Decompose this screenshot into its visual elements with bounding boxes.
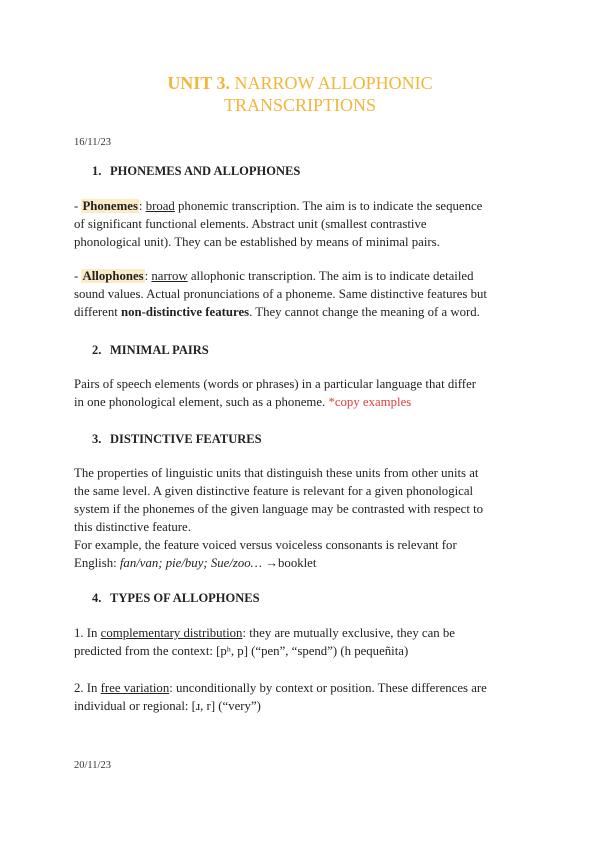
paragraph-line: individual or regional: [ɹ, r] (“very”)	[74, 699, 261, 713]
paragraph-line	[74, 197, 534, 215]
date-stamp: 16/11/23	[74, 137, 111, 148]
distinctive-features-paragraph	[74, 464, 534, 572]
free-variation-item	[74, 679, 534, 715]
paragraph-line	[74, 554, 534, 572]
section-number: 3.	[92, 432, 102, 446]
booklet-ref: →booklet	[262, 556, 317, 570]
section-title: MINIMAL PAIRS	[110, 343, 209, 357]
line-text: allophonic transcription. The aim is to indicate detailed	[187, 269, 474, 283]
line-text: 2. In	[74, 681, 101, 695]
line-text: : unconditionally by context or position. These differences are	[169, 681, 487, 695]
section-number: 4.	[92, 591, 102, 605]
paragraph-line: sound values. Actual pronunciations of a phoneme. Same distinctive features but	[74, 287, 487, 301]
paragraph-line	[74, 679, 534, 697]
section-title: TYPES OF ALLOPHONES	[110, 591, 260, 605]
title-text: NARROW ALLOPHONIC	[230, 73, 433, 93]
paragraph-line	[74, 303, 534, 321]
section-heading-1	[92, 164, 300, 179]
paragraph-line: this distinctive feature.	[74, 520, 191, 534]
title-line-2: TRANSCRIPTIONS	[223, 95, 377, 115]
section-title: DISTINCTIVE FEATURES	[110, 432, 262, 446]
bullet-dash: -	[74, 269, 82, 283]
paragraph-line: The properties of linguistic units that distinguish these units from other units at	[74, 466, 479, 480]
paragraph-line: predicted from the context: [pʰ, p] (“pen”, “spend”) (h pequeñita)	[74, 644, 409, 658]
underlined-term: complementary distribution	[100, 626, 243, 640]
section-number: 1.	[92, 164, 102, 178]
term-phonemes: Phonemes	[82, 199, 138, 213]
bold-term: non-distinctive features	[121, 305, 250, 319]
section-title: PHONEMES AND ALLOPHONES	[110, 164, 301, 178]
copy-examples-note: *copy examples	[328, 395, 412, 409]
underlined-term: narrow	[151, 269, 188, 283]
term-allophones: Allophones	[82, 269, 144, 283]
bullet-dash: -	[74, 199, 82, 213]
line-text: phonemic transcription. The aim is to indicate the sequence	[174, 199, 483, 213]
example-words: fan/van; pie/buy; Sue/zoo…	[119, 556, 263, 570]
line-text: . They cannot change the meaning of a word.	[249, 305, 480, 319]
complementary-distribution-item	[74, 624, 534, 660]
underlined-term: broad	[145, 199, 175, 213]
date-stamp: 20/11/23	[74, 760, 111, 771]
colon: :	[138, 199, 146, 213]
line-text: English:	[74, 556, 120, 570]
underlined-term: free variation	[100, 681, 170, 695]
section-heading-4	[92, 591, 260, 606]
paragraph-line	[74, 267, 534, 285]
line-text: 1. In	[74, 626, 101, 640]
line-text: different	[74, 305, 122, 319]
paragraph-line: phonological unit). They can be established by means of minimal pairs.	[74, 235, 440, 249]
minimal-pairs-paragraph	[74, 375, 534, 411]
paragraph-line: For example, the feature voiced versus voiceless consonants is relevant for	[74, 538, 457, 552]
paragraph-line: of significant functional elements. Abstract unit (smallest contrastive	[74, 217, 427, 231]
phonemes-paragraph	[74, 197, 534, 251]
paragraph-line	[74, 624, 534, 642]
paragraph-line	[74, 393, 534, 411]
line-text: in one phonological element, such as a phoneme.	[74, 395, 329, 409]
section-heading-2	[92, 343, 209, 358]
title-line-1	[60, 72, 540, 94]
allophones-paragraph	[74, 267, 534, 321]
line-text: : they are mutually exclusive, they can be	[242, 626, 455, 640]
paragraph-line: system if the phonemes of the given language may be contrasted with respect to	[74, 502, 484, 516]
section-heading-3	[92, 432, 262, 447]
paragraph-line: Pairs of speech elements (words or phrases) in a particular language that differ	[74, 377, 477, 391]
unit-number: UNIT 3.	[167, 73, 230, 93]
paragraph-line: the same level. A given distinctive feature is relevant for a given phonological	[74, 484, 474, 498]
colon: :	[144, 269, 152, 283]
section-number: 2.	[92, 343, 102, 357]
